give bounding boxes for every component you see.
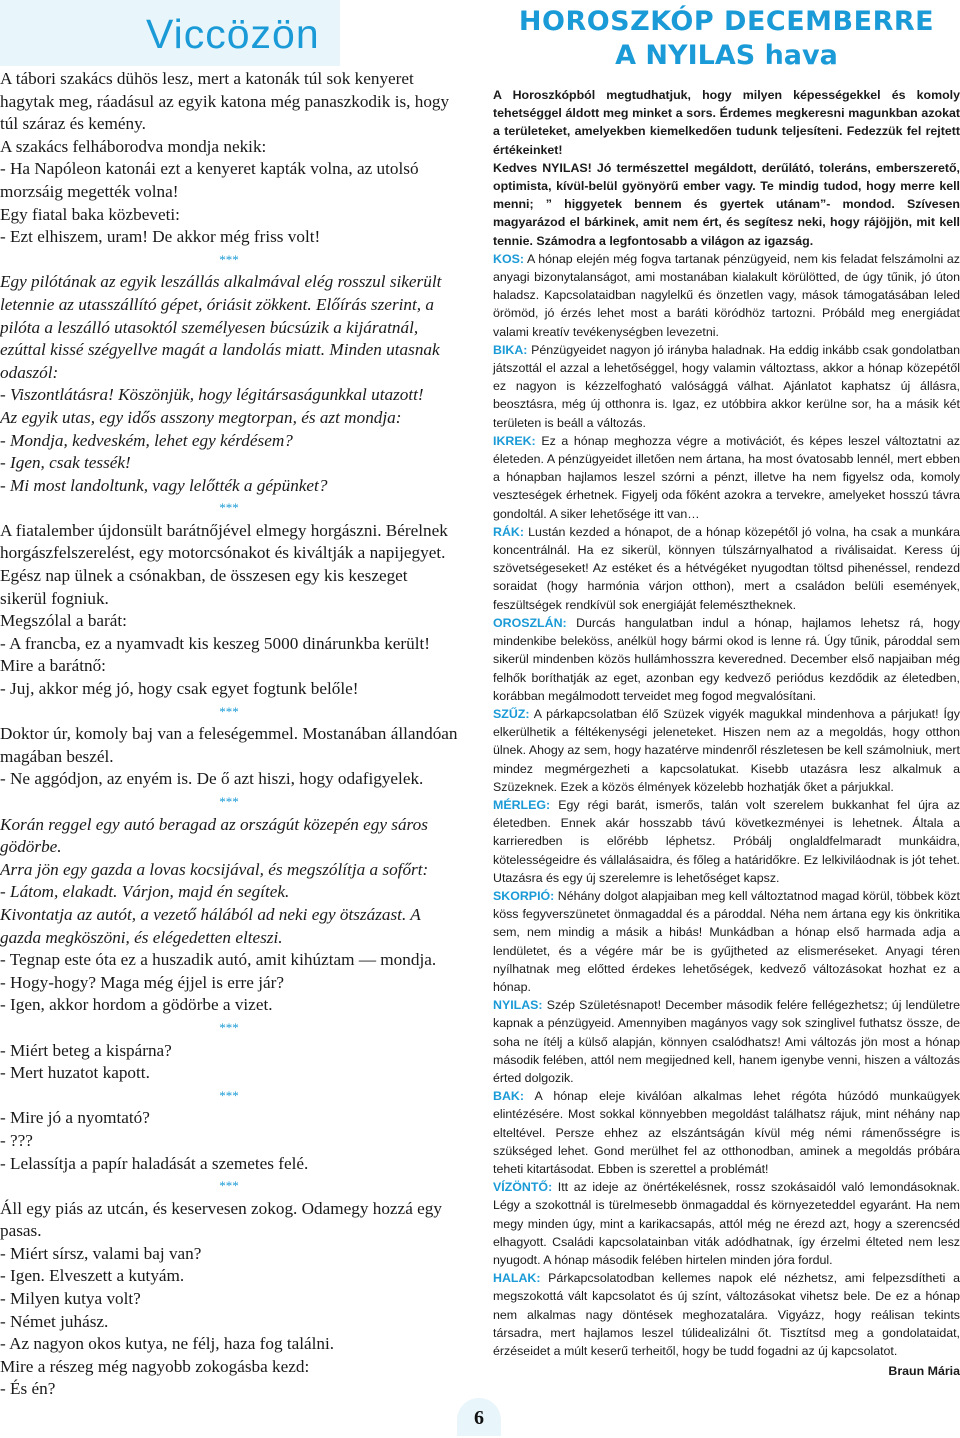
- joke-separator: ***: [219, 500, 239, 516]
- joke-line: - Miért beteg a kispárna?: [0, 1040, 172, 1060]
- joke-line: A fiatalember újdonsült barátnőjével elmegy horgászni. Bérelnek horgászfelszerelést, egy motorcsónakot és kiváltják a napijegyet. Egész nap ülnek a csónakban, de összesen egy kis keszeget sikerül fogniuk.: [0, 520, 448, 608]
- joke-line: Kivontatja az autót, a vezető hálából ad neki egy ötszázast. A gazda megköszöni, és elégedetten elteszi.: [0, 904, 421, 947]
- joke-line: Áll egy piás az utcán, és keservesen zokog. Odamegy hozzá egy pasas.: [0, 1198, 442, 1241]
- joke-line: - Az nagyon okos kutya, ne félj, haza fog találni.: [0, 1334, 335, 1354]
- sign-name: BIKA:: [493, 342, 528, 357]
- joke-line: - Mire jó a nyomtató?: [0, 1108, 150, 1128]
- joke-line: - A francba, ez a nyamvadt kis keszeg 5000 dinárunkba került!: [0, 633, 431, 653]
- sign-name: HALAK:: [493, 1271, 541, 1286]
- sign-text: Ez a hónap meghozza végre a motivációt, és képes leszel változtatni az életeden. A pénzügyeidet illetően nem ártana, ha most óvatosabb lennél, mert ebben a hónapban hajlamos leszel szórni a pénzt, illetve ha nem figyelsz oda, komoly veszteségek érhetnek. Figyelj oda főként azokra a tervekre, amelyeket hosszú távra gondoltál. A siker lehetősége itt van…: [493, 433, 960, 521]
- author: Braun Mária: [888, 1364, 960, 1379]
- sign-text: Egy régi barát, ismerős, talán volt szerelem bukkanhat fel újra az életedben. Ennek akár hosszabb távú következményei is lehetnek. Általa a karrieredben is előrébb léphetsz. Próbálj onglaldfelmaradt munkáidra, kötelességeidre és vállalásaidra, és főleg a határidőkre. Ez lelkiviláodnak is jót tehet. Utazásra és egy új szerelemre is lehetőséget kapsz.: [493, 797, 960, 885]
- joke-separator: ***: [219, 1019, 239, 1035]
- horoscope-intro: A Horoszkópból megtudhatjuk, hogy milyen képességekkel és komoly tehetséggel áldott meg minket a sors. Érdemes megkeresni magunkban azokat a területeket, amelyekben kiemelkedően tudunk teljesíteni. Fedezzük fel rejtett értékeinket!: [493, 88, 960, 157]
- joke-line: Megszólal a barát:: [0, 611, 127, 631]
- sign-text: Itt az ideje az önértékelésnek, rossz szokásaidól való lemondásoknak. Légy a szokottnál is türelmesebb önmagaddal és környezeteddel egyaránt. Ha nem megy minden úgy, mint a karikacsapás, attól még ne érezd azt, hogy a szerencséd elhagyott. Családi kapcsolatainban viták adódhatnak, így érzelmi élteted nem lesz nyugodt. A hónap második felében hirtelen minden jóra fordul.: [493, 1180, 960, 1267]
- horoscope-entry: [493, 250, 960, 341]
- joke-line: Az egyik utas, egy idős asszony megtorpan, és azt mondja:: [0, 407, 402, 427]
- joke-line: - Mert huzatot kapott.: [0, 1063, 150, 1083]
- sign-text: Durcás hangulatban indul a hónap, hajlamos lehetsz rá, hogy mindenkibe beleköss, anélkül hogy bármi okod is lenne rá. Úgy tűnik, pároddal sem sikerül mindenben közös hullámhosszra keveredned. December első napjaiban még felhők boríthatják az eget, azonban egy kedvező periódus kezdődik az életedben, korábban megálmodott terveidet meg fogod megvalósítani.: [493, 615, 960, 703]
- joke-line: - Viszontlátásra! Köszönjük, hogy légitársaságunkkal utazott!: [0, 385, 424, 405]
- horoscope-title: HOROSZKÓP DECEMBERRE: [518, 6, 935, 37]
- sign-name: NYILAS:: [493, 998, 543, 1013]
- horoscope-subtitle: A NYILAS hava: [615, 40, 838, 71]
- sign-name: RÁK:: [493, 524, 524, 539]
- horoscope-body: [493, 86, 960, 1380]
- sign-name: VÍZÖNTŐ:: [493, 1180, 553, 1195]
- sign-name: SKORPIÓ:: [493, 888, 555, 903]
- joke-line: - Mondja, kedveském, lehet egy kérdésem?: [0, 430, 293, 450]
- horoscope-entry: [493, 996, 960, 1087]
- joke-line: Egy pilótának az egyik leszállás alkalmával elég rosszul sikerült letennie az utasszállító gépet, óriásit zökkent. Előírás szerint, a pilóta a leszálló utasoktól személyesen búcsúzik a kijáratnál, ezúttal kissé szégyellve magát a landolás miatt. Minden utasnak odaszól:: [0, 272, 442, 382]
- joke-line: Egy fiatal baka közbeveti:: [0, 204, 180, 224]
- horoscope-entry: [493, 887, 960, 996]
- jokes-column: [0, 68, 458, 1401]
- sign-name: SZŰZ:: [493, 706, 530, 721]
- sign-name: BAK:: [493, 1089, 524, 1104]
- horoscope-entry: [493, 705, 960, 796]
- joke-line: A szakács felháborodva mondja nekik:: [0, 136, 267, 156]
- joke-line: A tábori szakács dühös lesz, mert a katonák túl sok kenyeret hagytak meg, ráadásul az egyik katona még panaszkodik is, hogy túl száraz és kemény.: [0, 69, 450, 134]
- joke-line: - És én?: [0, 1379, 56, 1399]
- joke-line: - Mi most landoltunk, vagy lelőtték a gépünket?: [0, 475, 328, 495]
- page-title: Viccözön: [146, 11, 320, 57]
- joke-line: - Ne aggódjon, az enyém is. De ő azt hiszi, hogy odafigyelek.: [0, 769, 424, 789]
- sign-name: OROSZLÁN:: [493, 615, 567, 630]
- sign-text: Pénzügyeidet nagyon jó irányba haladnak. Ha eddig inkább csak gondolatban játszottál el azzal a lehetőséggel, hogy valamin változtass, akkor a hónap közepétől ez nagyon is kézzelfogható valósággá válhat. Ajánlatot kaphatsz új állásra, beosztásra, még új otthonra is. Igaz, ez utóbbira akkor kerülne sor, ha a másik két területen is beáll a változás.: [493, 342, 960, 430]
- sign-name: MÉRLEG:: [493, 797, 551, 812]
- page-number: 6: [457, 1398, 501, 1436]
- joke-line: - Igen, akkor hordom a gödörbe a vizet.: [0, 995, 273, 1015]
- joke-line: - Milyen kutya volt?: [0, 1289, 141, 1309]
- joke-line: - Juj, akkor még jó, hogy csak egyet fogtunk belőle!: [0, 679, 359, 699]
- joke-line: Doktor úr, komoly baj van a feleségemmel. Mostanában állandóan magában beszél.: [0, 724, 458, 766]
- sign-text: Párkapcsolatodban kellemes napok elé nézhetsz, ami felpezsdítheti a megszokottá vált kapcsolatot és új színt, változásokat vihetsz bele. De ez a hónap nem alkalmas nagy döntések meghozatalára. Vigyázz, hogy reálisan tekints társadra, mert hajlamos leszel túlidealizálni őt. Tisztítsd meg a gondolataidat, érzéseidet a múlt keserű terheitől, hogy be tudd fogadni az új kapcsolatot.: [493, 1271, 960, 1359]
- joke-line: Arra jön egy gazda a lovas kocsijával, és megszólítja a sofőrt:: [0, 859, 429, 879]
- joke-line: Mire a barátnő:: [0, 656, 106, 676]
- sign-text: Lustán kezded a hónapot, de a hónap közepétől jó volna, ha csak a munkára koncentrálnál. Ha ez sikerül, könnyen túlszárnyalhatod a riválisaidat. Keress új szövetségeseket! Az estéket és a hétvégéket nyugodtan töltsd pihenéssel, rendezd soraidat (hogy harmónia várjon otthon), mert a családon belüli események, feszültségek rendkívül sok energiáját felemésztheknek.: [493, 524, 960, 612]
- joke-line: - Ezt elhiszem, uram! De akkor még friss volt!: [0, 227, 321, 247]
- horoscope-entry: [493, 1087, 960, 1178]
- sign-text: A párkapcsolatban élő Szüzek vigyék magukkal mindenhova a párjukat! Így elkerülhetik a féltékenységi jeleneteket. Hiszen nem az a megoldás, hogy otthon ülnek. Ahogy az sem, hogy hazatérve mindenről részletesen be kell számolniuk, mert mindez megmérgezheti a kapcsolatukat. Kisebb utazásra lesz alkalmuk a Szüzeknek. Ezek a közös élmények közelebb hozhatják őket a párjukkal.: [493, 706, 960, 794]
- sign-name: IKREK:: [493, 433, 536, 448]
- joke-line: - Igen. Elveszett a kutyám.: [0, 1266, 185, 1286]
- joke-line: - Hogy-hogy? Maga még éjjel is erre jár?: [0, 972, 284, 992]
- horoscope-entry: [493, 1178, 960, 1269]
- joke-line: - Német juhász.: [0, 1311, 109, 1331]
- horoscope-entry: [493, 432, 960, 523]
- horoscope-dear: Kedves NYILAS! Jó természettel megáldott, derűlátó, toleráns, emberszerető, optimista, kívül-belül gyönyörű ember vagy. Te mindig tudod, hogy merre kell menni; ” higgyetek bennem és gyertek utánam”- mondod. Szívesen magyarázod el bárkinek, amit nem ért, és segítesz neki, hogy rájöjjön, mit kell tennie. Számodra a legfontosabb a világon az igazság.: [493, 160, 960, 248]
- joke-separator: ***: [219, 251, 239, 267]
- horoscope-entry: [493, 796, 960, 887]
- joke-separator: ***: [219, 703, 239, 719]
- joke-line: - Igen, csak tessék!: [0, 453, 131, 473]
- horoscope-entry: [493, 614, 960, 705]
- sign-name: KOS:: [493, 251, 524, 266]
- sign-text: A hónap eleje kiválóan alkalmas lehet régóta húzódó munkaügyek elintézésére. Most sokkal könnyebben megoldást találhatsz rájuk, mint néhány nap elteltével. Persze ehhez az elszántságán kívül még némi rámenősségre is szükséged lehet. Gond merülhet fel az otthonodban, aminek a megoldás próbára teheti kitartásodat. Ebben is szerettel a problémát!: [493, 1089, 960, 1176]
- horoscope-entry: [493, 341, 960, 432]
- joke-line: - Lelassítja a papír haladását a szemetes felé.: [0, 1153, 309, 1173]
- joke-line: - Ha Napóleon katonái ezt a kenyeret kapták volna, az utolsó morzsáig megették volna!: [0, 159, 419, 201]
- joke-line: - ???: [0, 1130, 33, 1150]
- joke-line: - Tegnap este óta ez a huszadik autó, amit kihúztam — mondja.: [0, 950, 437, 970]
- joke-line: Mire a részeg még nagyobb zokogásba kezd:: [0, 1356, 310, 1376]
- sign-text: A hónap elején még fogva tartanak pénzügyeid, nem kis feladat felszámolni az anyagi bizonytalanságot, ami mostanában kialakult körülötted, de úgy tűnik, jó úton haladsz. Kapcsolataidban nagylelkű és önzetlen vagy, mások támogatásában leled örömöd, jó érzés lehet most a baráti köródhöz tartozni. Próbáld meg energiádat valami kreatív tevékenységben levezetni.: [493, 251, 960, 339]
- joke-line: - Látom, elakadt. Várjon, majd én segítek.: [0, 882, 290, 902]
- horoscope-entry: [493, 523, 960, 614]
- horoscope-entry: [493, 1269, 960, 1360]
- sign-text: Néhány dolgot alapjaiban meg kell változtatnod magad körül, többek közt köss fegyverszünetet önmagaddal és a pároddal. Néha nem ártana egy kis önkritika sem, nem mindig a másik a hibás! Munkádban a hónap első harmada adja a lendületet, és a végére már be is gyűjtheted az elismeréseket. Anyagi téren nyílhatnak meg előtted érdekes lehetőségek, kedvező változásokat hozhat ez a hónap.: [493, 888, 960, 994]
- sign-text: Szép Születésnapot! December második felére fellégezhetsz; új lendületre kapnak a pénzügyeid. Amennyiben magányos vagy sok szinglivel futhatsz össze, de soha ne ítélj a külső alapján, könnyen csalódhatsz! Ami változás jön most a hónap második felében, attól nem megijedned kell, hanem igenybe venni, hiszen a változás érted dolgozik.: [493, 998, 960, 1085]
- joke-line: - Miért sírsz, valami baj van?: [0, 1243, 202, 1263]
- joke-line: Korán reggel egy autó beragad az országút közepén egy sáros gödörbe.: [0, 814, 428, 857]
- joke-separator: ***: [219, 794, 239, 809]
- joke-separator: ***: [219, 1087, 239, 1103]
- joke-separator: ***: [219, 1178, 239, 1194]
